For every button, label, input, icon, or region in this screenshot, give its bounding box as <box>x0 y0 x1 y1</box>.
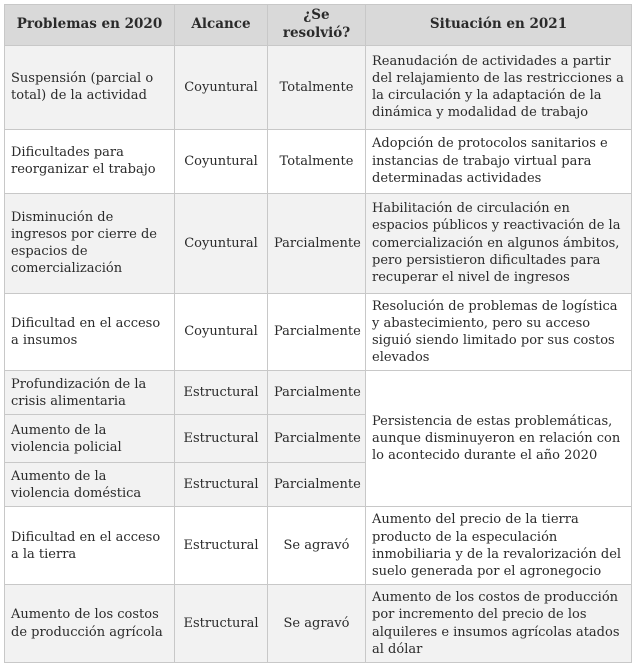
problema-cell: Dificultades para reorganizar el trabajo <box>5 129 175 193</box>
alcance-cell: Coyuntural <box>175 193 268 293</box>
alcance-cell: Estructural <box>175 371 268 415</box>
problema-cell: Dificultad en el acceso a insumos <box>5 293 175 371</box>
header-alcance: Alcance <box>175 5 268 46</box>
problema-cell: Aumento de los costos de producción agrícola <box>5 585 175 663</box>
table-row <box>5 585 632 663</box>
resuelto-cell: Totalmente <box>268 45 366 129</box>
situacion-cell: Adopción de protocolos sanitarios e instancias de trabajo virtual para determinadas actividades <box>366 129 632 193</box>
alcance-cell: Estructural <box>175 507 268 585</box>
situacion-cell-merged: Persistencia de estas problemáticas, aunque disminuyeron en relación con lo acontecido durante el año 2020 <box>366 371 632 507</box>
alcance-cell: Estructural <box>175 415 268 463</box>
table-container <box>4 4 631 657</box>
problema-cell: Profundización de la crisis alimentaria <box>5 371 175 415</box>
situacion-cell: Habilitación de circulación en espacios públicos y reactivación de la comercialización en algunos ámbitos, pero persistieron dificultades para recuperar el nivel de ingresos <box>366 193 632 293</box>
problems-table <box>4 4 632 663</box>
problema-cell: Aumento de la violencia doméstica <box>5 463 175 507</box>
table-row <box>5 507 632 585</box>
table-row <box>5 193 632 293</box>
alcance-cell: Coyuntural <box>175 293 268 371</box>
resuelto-cell: Se agravó <box>268 507 366 585</box>
header-situacion: Situación en 2021 <box>366 5 632 46</box>
problema-cell: Suspensión (parcial o total) de la actividad <box>5 45 175 129</box>
resuelto-cell: Parcialmente <box>268 463 366 507</box>
resuelto-cell: Parcialmente <box>268 415 366 463</box>
alcance-cell: Estructural <box>175 585 268 663</box>
resuelto-cell: Se agravó <box>268 585 366 663</box>
alcance-cell: Coyuntural <box>175 129 268 193</box>
table-row <box>5 293 632 371</box>
problema-cell: Disminución de ingresos por cierre de espacios de comercialización <box>5 193 175 293</box>
resuelto-cell: Parcialmente <box>268 371 366 415</box>
resuelto-cell: Totalmente <box>268 129 366 193</box>
header-resuelto: ¿Se resolvió? <box>268 5 366 46</box>
situacion-cell: Resolución de problemas de logística y abastecimiento, pero su acceso siguió siendo limitado por sus costos elevados <box>366 293 632 371</box>
situacion-cell: Aumento del precio de la tierra producto de la especulación inmobiliaria y de la revalorización del suelo generada por el agronegocio <box>366 507 632 585</box>
header-problemas: Problemas en 2020 <box>5 5 175 46</box>
situacion-cell: Reanudación de actividades a partir del relajamiento de las restricciones a la circulación y la adaptación de la dinámica y modalidad de trabajo <box>366 45 632 129</box>
problema-cell: Dificultad en el acceso a la tierra <box>5 507 175 585</box>
situacion-cell: Aumento de los costos de producción por incremento del precio de los alquileres e insumos agrícolas atados al dólar <box>366 585 632 663</box>
alcance-cell: Estructural <box>175 463 268 507</box>
header-row <box>5 5 632 46</box>
alcance-cell: Coyuntural <box>175 45 268 129</box>
table-row <box>5 45 632 129</box>
resuelto-cell: Parcialmente <box>268 293 366 371</box>
problema-cell: Aumento de la violencia policial <box>5 415 175 463</box>
resuelto-cell: Parcialmente <box>268 193 366 293</box>
table-row <box>5 371 632 415</box>
table-row <box>5 129 632 193</box>
